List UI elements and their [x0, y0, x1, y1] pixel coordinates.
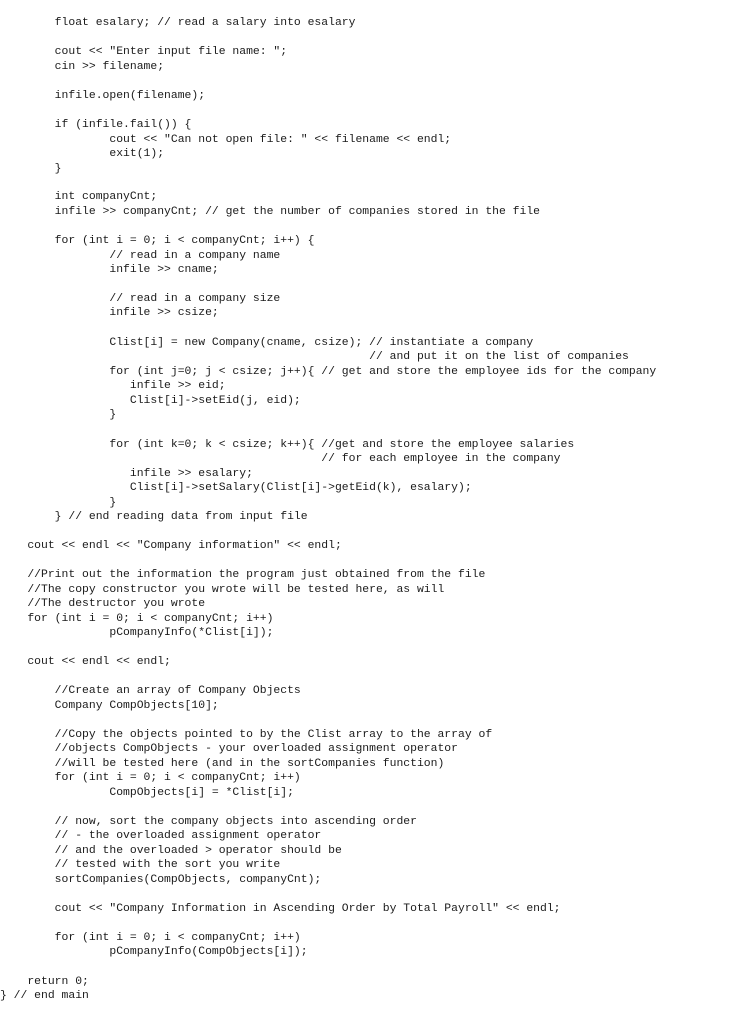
code-line: } // end main [0, 990, 89, 1002]
code-line: float esalary; // read a salary into esalary [0, 17, 356, 29]
code-line: cout << "Enter input file name: "; [0, 46, 288, 58]
code-line: infile >> esalary; [0, 468, 253, 480]
code-line: } [0, 497, 117, 509]
code-line: cout << "Company Information in Ascending Order by Total Payroll" << endl; [0, 903, 561, 915]
code-line: Clist[i]->setEid(j, eid); [0, 395, 301, 407]
code-line: } // end reading data from input file [0, 511, 308, 523]
code-line: // read in a company size [0, 293, 281, 305]
code-line: infile >> csize; [0, 307, 219, 319]
code-line: Clist[i] = new Company(cname, csize); // instantiate a company [0, 337, 534, 349]
code-line: //Create an array of Company Objects [0, 685, 301, 697]
code-line: //The copy constructor you wrote will be tested here, as will [0, 584, 445, 596]
code-line: cin >> filename; [0, 61, 165, 73]
code-line: //will be tested here (and in the sortCompanies function) [0, 758, 445, 770]
code-line: // now, sort the company objects into ascending order [0, 816, 417, 828]
code-line: sortCompanies(CompObjects, companyCnt); [0, 874, 322, 886]
code-line: } [0, 163, 62, 175]
code-line: //Copy the objects pointed to by the Clist array to the array of [0, 729, 493, 741]
code-line: } [0, 409, 117, 421]
code-line: pCompanyInfo(CompObjects[i]); [0, 946, 308, 958]
code-line: for (int i = 0; i < companyCnt; i++) [0, 772, 301, 784]
code-line: for (int i = 0; i < companyCnt; i++) [0, 613, 274, 625]
code-line: //Print out the information the program just obtained from the file [0, 569, 486, 581]
code-line: for (int i = 0; i < companyCnt; i++) [0, 932, 301, 944]
code-line: for (int i = 0; i < companyCnt; i++) { [0, 235, 315, 247]
code-line: CompObjects[i] = *Clist[i]; [0, 787, 294, 799]
code-line: cout << endl << "Company information" << endl; [0, 540, 342, 552]
code-line: for (int j=0; j < csize; j++){ // get and store the employee ids for the company [0, 366, 657, 378]
code-line: // and the overloaded > operator should be [0, 845, 342, 857]
code-line: //The destructor you wrote [0, 598, 206, 610]
code-line: // tested with the sort you write [0, 859, 281, 871]
code-line: // - the overloaded assignment operator [0, 830, 322, 842]
code-line: if (infile.fail()) { [0, 119, 192, 131]
code-line: pCompanyInfo(*Clist[i]); [0, 627, 274, 639]
code-line: return 0; [0, 976, 89, 988]
code-line: infile >> eid; [0, 380, 226, 392]
code-line: Clist[i]->setSalary(Clist[i]->getEid(k), esalary); [0, 482, 472, 494]
code-line: int companyCnt; [0, 191, 158, 203]
code-line: cout << "Can not open file: " << filename << endl; [0, 134, 452, 146]
code-line: exit(1); [0, 148, 165, 160]
code-line: infile >> companyCnt; // get the number of companies stored in the file [0, 206, 541, 218]
code-line: Company CompObjects[10]; [0, 700, 219, 712]
code-line: // and put it on the list of companies [0, 351, 629, 363]
code-line: // read in a company name [0, 250, 281, 262]
code-line: //objects CompObjects - your overloaded assignment operator [0, 743, 458, 755]
code-line: for (int k=0; k < csize; k++){ //get and store the employee salaries [0, 439, 575, 451]
code-line: infile.open(filename); [0, 90, 206, 102]
code-line: cout << endl << endl; [0, 656, 171, 668]
code-line: infile >> cname; [0, 264, 219, 276]
code-line: // for each employee in the company [0, 453, 561, 465]
